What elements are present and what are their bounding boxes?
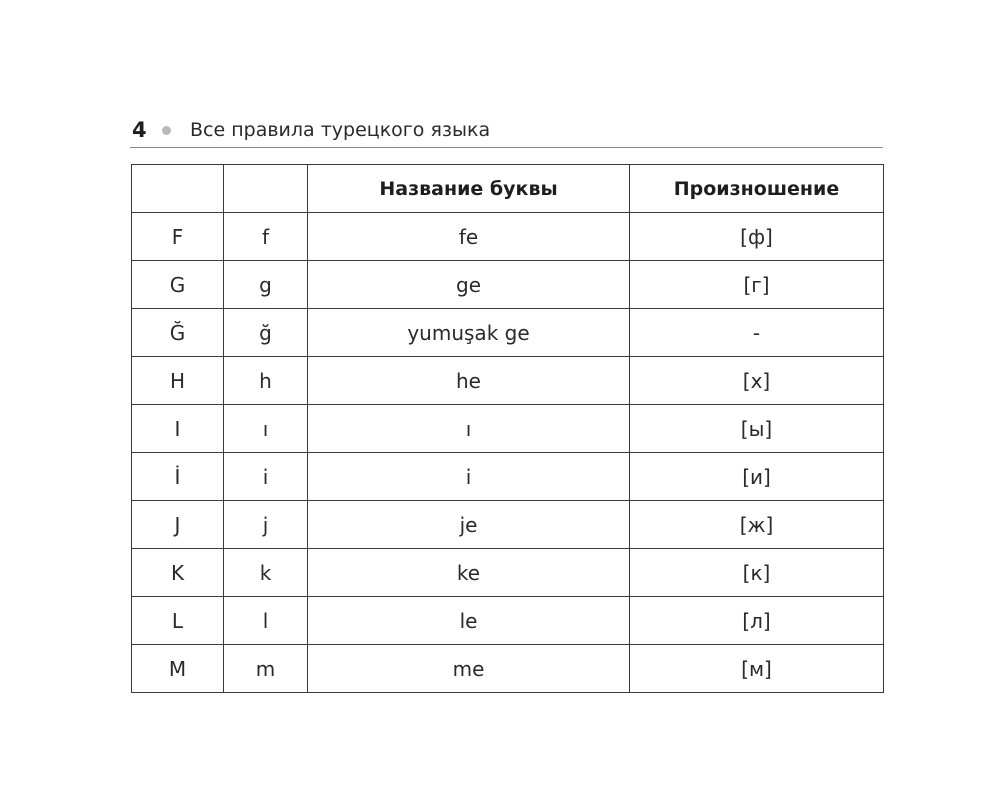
pronunciation: [м]	[630, 645, 884, 693]
page-header	[130, 116, 883, 148]
uppercase-letter: J	[132, 501, 224, 549]
page-number: 4	[132, 118, 147, 142]
table-row	[132, 405, 884, 453]
header-uppercase	[132, 165, 224, 213]
letter-name: me	[308, 645, 630, 693]
bullet-dot-icon	[162, 126, 171, 135]
letter-name: ge	[308, 261, 630, 309]
lowercase-letter: ğ	[224, 309, 308, 357]
table-header-row	[132, 165, 884, 213]
uppercase-letter: H	[132, 357, 224, 405]
lowercase-letter: ı	[224, 405, 308, 453]
uppercase-letter: K	[132, 549, 224, 597]
table-row	[132, 501, 884, 549]
letter-name: ı	[308, 405, 630, 453]
letter-name: yumuşak ge	[308, 309, 630, 357]
pronunciation: [к]	[630, 549, 884, 597]
pronunciation: [г]	[630, 261, 884, 309]
letter-name: fe	[308, 213, 630, 261]
lowercase-letter: h	[224, 357, 308, 405]
uppercase-letter: İ	[132, 453, 224, 501]
lowercase-letter: m	[224, 645, 308, 693]
uppercase-letter: G	[132, 261, 224, 309]
header-letter-name: Название буквы	[308, 165, 630, 213]
letter-name: ke	[308, 549, 630, 597]
lowercase-letter: k	[224, 549, 308, 597]
lowercase-letter: f	[224, 213, 308, 261]
table-row	[132, 645, 884, 693]
table-row	[132, 453, 884, 501]
letter-name: he	[308, 357, 630, 405]
lowercase-letter: l	[224, 597, 308, 645]
lowercase-letter: i	[224, 453, 308, 501]
pronunciation: [ж]	[630, 501, 884, 549]
uppercase-letter: I	[132, 405, 224, 453]
header-lowercase	[224, 165, 308, 213]
pronunciation: [ы]	[630, 405, 884, 453]
uppercase-letter: Ğ	[132, 309, 224, 357]
pronunciation: [ф]	[630, 213, 884, 261]
pronunciation: -	[630, 309, 884, 357]
lowercase-letter: j	[224, 501, 308, 549]
header-pronunciation: Произношение	[630, 165, 884, 213]
table-row	[132, 357, 884, 405]
table-row	[132, 261, 884, 309]
uppercase-letter: M	[132, 645, 224, 693]
book-title: Все правила турецкого языка	[190, 119, 491, 141]
table-row	[132, 213, 884, 261]
alphabet-table	[131, 164, 884, 693]
uppercase-letter: F	[132, 213, 224, 261]
uppercase-letter: L	[132, 597, 224, 645]
table-row	[132, 309, 884, 357]
table-row	[132, 549, 884, 597]
pronunciation: [л]	[630, 597, 884, 645]
lowercase-letter: g	[224, 261, 308, 309]
letter-name: le	[308, 597, 630, 645]
table-row	[132, 597, 884, 645]
letter-name: i	[308, 453, 630, 501]
letter-name: je	[308, 501, 630, 549]
pronunciation: [и]	[630, 453, 884, 501]
pronunciation: [х]	[630, 357, 884, 405]
